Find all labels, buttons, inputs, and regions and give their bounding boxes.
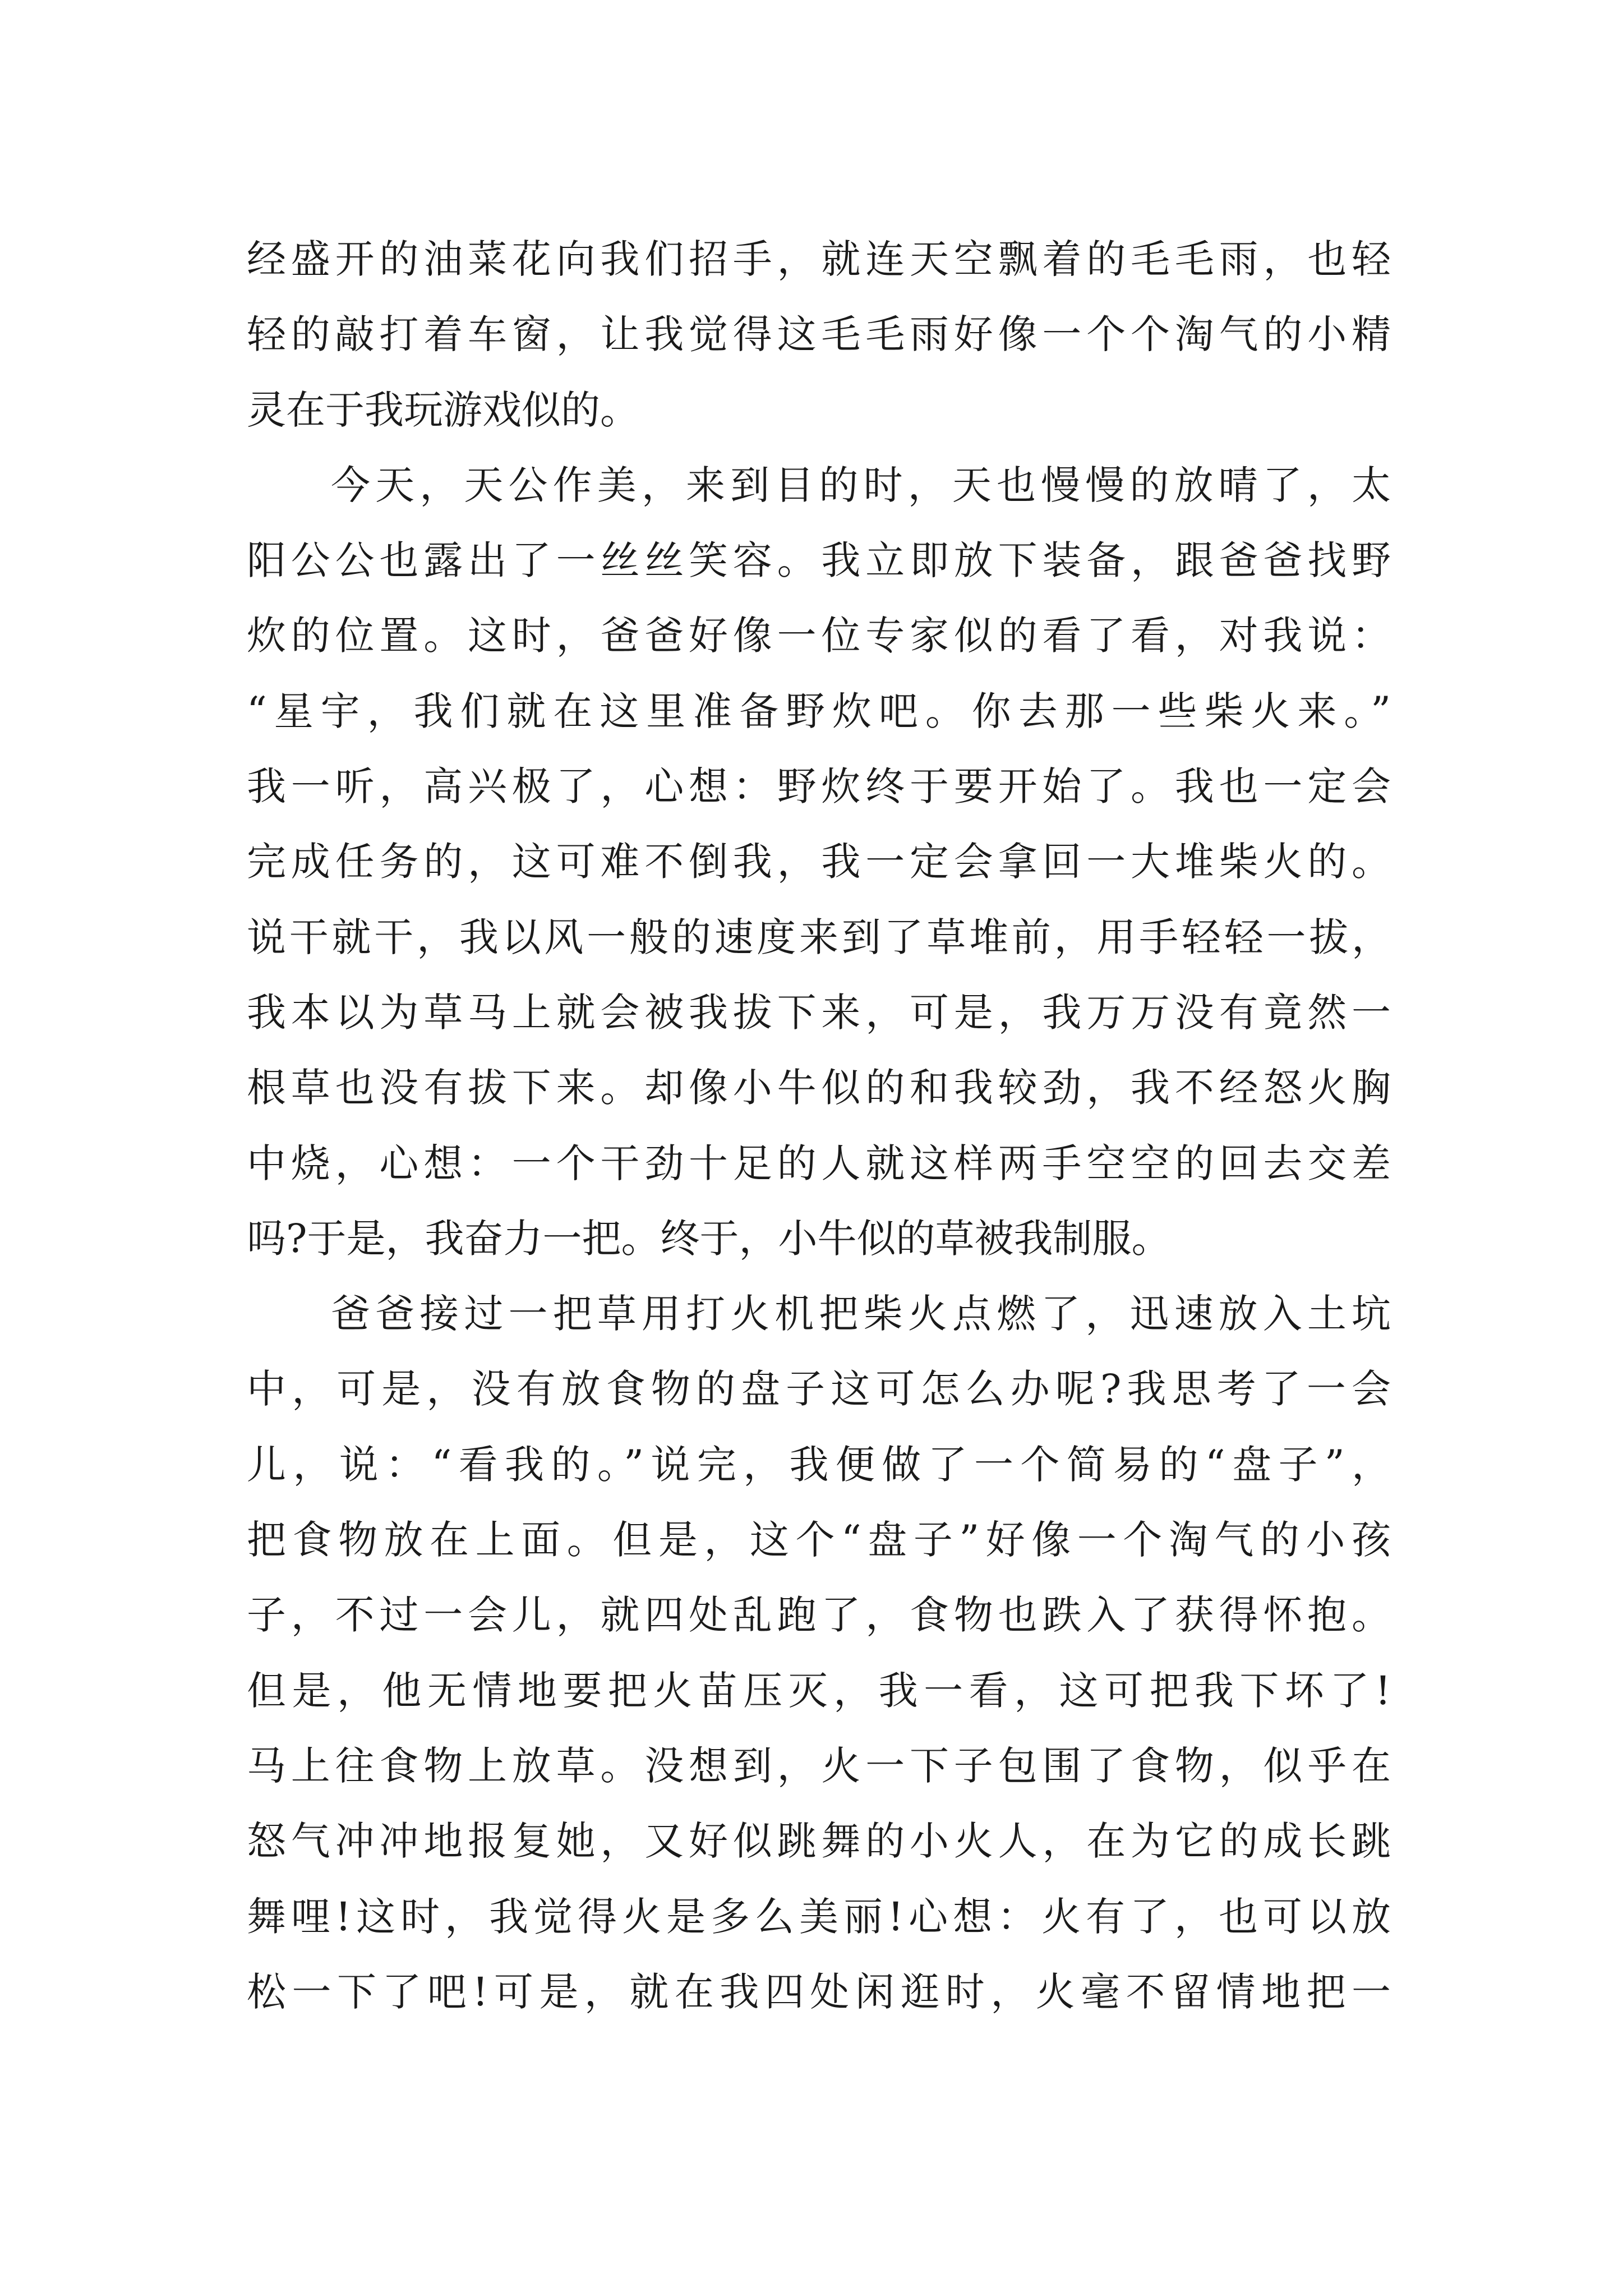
- body-text: [247, 222, 1391, 2030]
- text-line: 阳公公也露出了一丝丝笑容。我立即放下装备，跟爸爸找野: [247, 537, 1391, 584]
- text-line: 吗?于是，我奋力一把。终于，小牛似的草被我制服。: [247, 1215, 1171, 1262]
- text-line: 儿，说：“看我的。”说完，我便做了一个简易的“盘子”，: [247, 1441, 1391, 1488]
- text-line: 今天，天公作美，来到目的时，天也慢慢的放晴了，太: [331, 462, 1391, 508]
- text-line: 舞哩!这时，我觉得火是多么美丽!心想：火有了，也可以放: [247, 1893, 1391, 1940]
- text-line: 把食物放在上面。但是，这个“盘子”好像一个淘气的小孩: [247, 1517, 1391, 1563]
- text-line: 轻的敲打着车窗，让我觉得这毛毛雨好像一个个淘气的小精: [247, 311, 1391, 358]
- text-line: 我一听，高兴极了，心想：野炊终于要开始了。我也一定会: [247, 763, 1391, 810]
- text-line: 松一下了吧!可是，就在我四处闲逛时，火毫不留情地把一: [247, 1968, 1391, 2015]
- text-line: “星宇，我们就在这里准备野炊吧。你去那一些柴火来。”: [247, 688, 1391, 734]
- text-line: 马上往食物上放草。没想到，火一下子包围了食物，似乎在: [247, 1742, 1391, 1789]
- text-line: 我本以为草马上就会被我拔下来，可是，我万万没有竟然一: [247, 989, 1391, 1036]
- text-line: 根草也没有拔下来。却像小牛似的和我较劲，我不经怒火胸: [247, 1065, 1391, 1111]
- text-line: 子，不过一会儿，就四处乱跑了，食物也跌入了获得怀抱。: [247, 1592, 1391, 1639]
- text-line: 完成任务的，这可难不倒我，我一定会拿回一大堆柴火的。: [247, 839, 1391, 885]
- text-line: 怒气冲冲地报复她，又好似跳舞的小火人，在为它的成长跳: [247, 1818, 1391, 1865]
- text-line: 中烧，心想：一个干劲十足的人就这样两手空空的回去交差: [247, 1140, 1391, 1186]
- text-line: 说干就干，我以风一般的速度来到了草堆前，用手轻轻一拔，: [247, 914, 1391, 960]
- text-line: 灵在于我玩游戏似的。: [247, 386, 639, 433]
- text-line: 经盛开的油菜花向我们招手，就连天空飘着的毛毛雨，也轻: [247, 236, 1391, 282]
- text-line: 中，可是，没有放食物的盘子这可怎么办呢?我思考了一会: [247, 1366, 1391, 1412]
- text-line: 炊的位置。这时，爸爸好像一位专家似的看了看，对我说：: [247, 613, 1391, 659]
- text-line: 爸爸接过一把草用打火机把柴火点燃了，迅速放入土坑: [331, 1291, 1391, 1337]
- text-line: 但是，他无情地要把火苗压灭，我一看，这可把我下坏了!: [247, 1667, 1391, 1714]
